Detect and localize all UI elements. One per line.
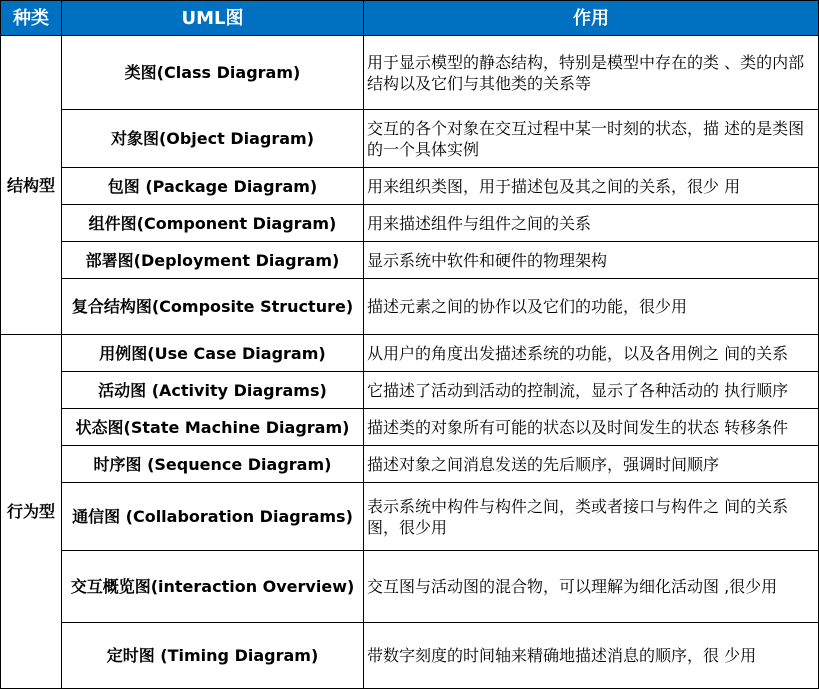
diagram-purpose: 从用户的角度出发描述系统的功能，以及各用例之 间的关系 — [364, 335, 819, 372]
header-category: 种类 — [1, 1, 62, 36]
diagram-name: 部署图(Deployment Diagram) — [62, 242, 364, 279]
diagram-purpose: 用来组织类图，用于描述包及其之间的关系，很少 用 — [364, 168, 819, 205]
category-structural: 结构型 — [1, 36, 62, 335]
table-row — [1, 483, 819, 551]
diagram-name: 状态图(State Machine Diagram) — [62, 409, 364, 446]
diagram-purpose: 表示系统中构件与构件之间，类或者接口与构件之 间的关系图，很少用 — [364, 483, 819, 551]
diagram-purpose: 交互的各个对象在交互过程中某一时刻的状态，描 述的是类图的一个具体实例 — [364, 110, 819, 168]
diagram-name: 组件图(Component Diagram) — [62, 205, 364, 242]
diagram-purpose: 用来描述组件与组件之间的关系 — [364, 205, 819, 242]
diagram-purpose: 描述对象之间消息发送的先后顺序，强调时间顺序 — [364, 446, 819, 483]
diagram-name: 用例图(Use Case Diagram) — [62, 335, 364, 372]
table-row — [1, 279, 819, 335]
diagram-purpose: 交互图与活动图的混合物，可以理解为细化活动图 ,很少用 — [364, 551, 819, 623]
category-behavioral: 行为型 — [1, 335, 62, 689]
diagram-name: 活动图 (Activity Diagrams) — [62, 372, 364, 409]
diagram-purpose: 带数字刻度的时间轴来精确地描述消息的顺序，很 少用 — [364, 623, 819, 689]
header-purpose: 作用 — [364, 1, 819, 36]
diagram-name: 定时图 (Timing Diagram) — [62, 623, 364, 689]
diagram-name: 类图(Class Diagram) — [62, 36, 364, 110]
diagram-purpose: 描述类的对象所有可能的状态以及时间发生的状态 转移条件 — [364, 409, 819, 446]
table-row — [1, 110, 819, 168]
header-row — [1, 1, 819, 36]
diagram-name: 复合结构图(Composite Structure) — [62, 279, 364, 335]
table-row — [1, 409, 819, 446]
header-diagram: UML图 — [62, 1, 364, 36]
table-row — [1, 446, 819, 483]
diagram-purpose: 显示系统中软件和硬件的物理架构 — [364, 242, 819, 279]
diagram-name: 时序图 (Sequence Diagram) — [62, 446, 364, 483]
diagram-name: 对象图(Object Diagram) — [62, 110, 364, 168]
table-row — [1, 551, 819, 623]
diagram-name: 包图 (Package Diagram) — [62, 168, 364, 205]
table-row — [1, 36, 819, 110]
diagram-purpose: 它描述了活动到活动的控制流，显示了各种活动的 执行顺序 — [364, 372, 819, 409]
table-row — [1, 335, 819, 372]
table-row — [1, 623, 819, 689]
diagram-purpose: 描述元素之间的协作以及它们的功能，很少用 — [364, 279, 819, 335]
table-row — [1, 168, 819, 205]
diagram-purpose: 用于显示模型的静态结构，特别是模型中存在的类 、类的内部结构以及它们与其他类的关系等 — [364, 36, 819, 110]
diagram-name: 交互概览图(interaction Overview) — [62, 551, 364, 623]
diagram-name: 通信图 (Collaboration Diagrams) — [62, 483, 364, 551]
table-row — [1, 242, 819, 279]
table-row — [1, 205, 819, 242]
table-row — [1, 372, 819, 409]
